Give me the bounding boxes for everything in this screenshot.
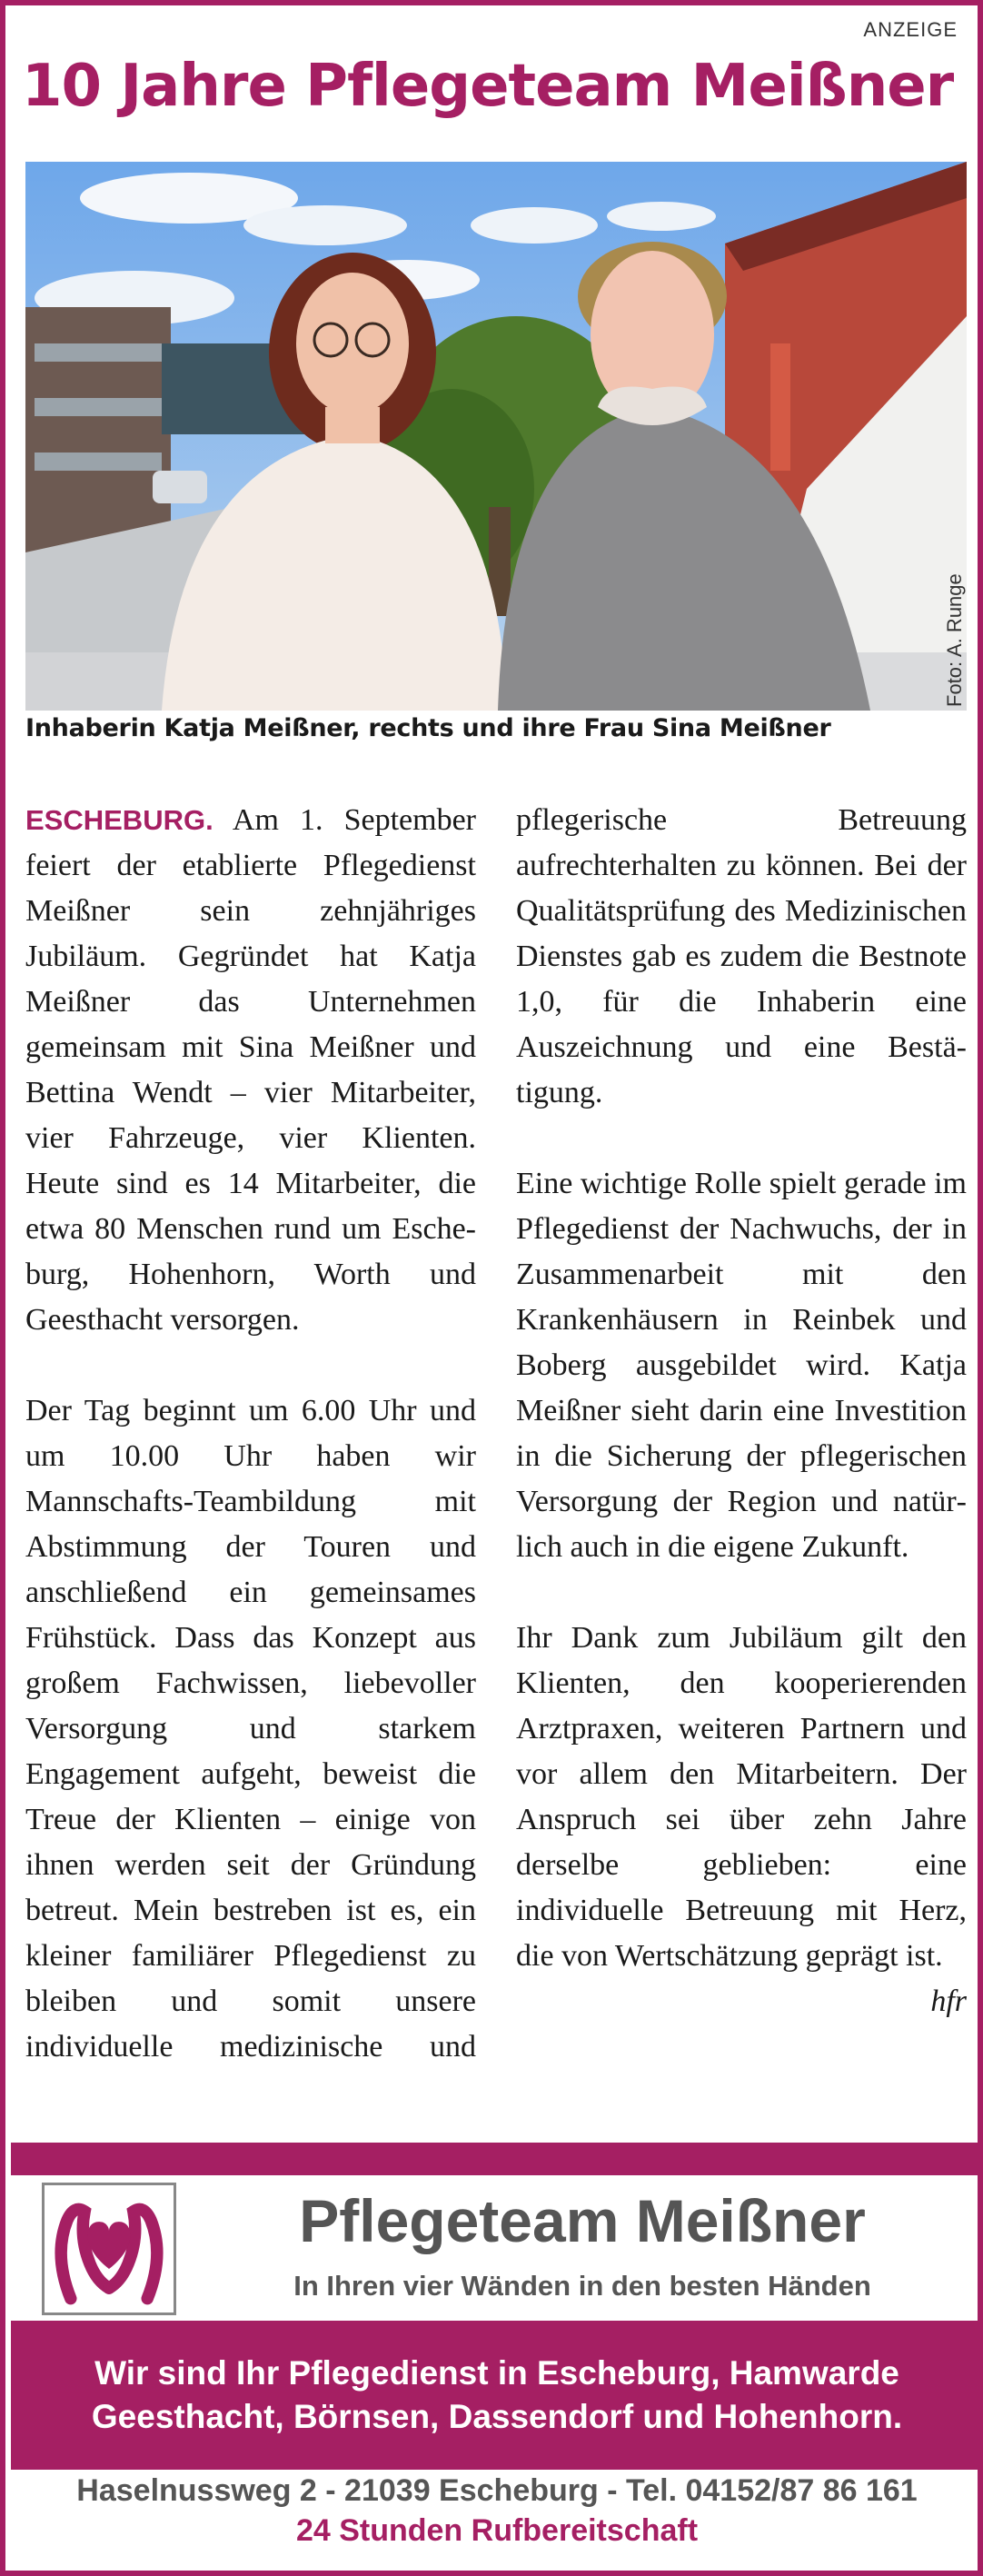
photo-credit: Foto: A. Runge	[943, 573, 966, 707]
ad-label: ANZEIGE	[863, 18, 958, 41]
article-body	[25, 798, 967, 2114]
hotline-text: 24 Stunden Rufbereitschaft	[295, 2513, 699, 2548]
brand-slogan: In Ihren vier Wänden in den besten Händen	[293, 2270, 871, 2302]
photo-two-women	[25, 162, 967, 711]
footer-divider	[11, 2143, 983, 2175]
author-signature: hfr	[930, 1984, 967, 2018]
paragraph-text: Am 1. September feiert der etablierte Pflegedienst Meißner sein zehnjähriges Jubiläum. Gegründet hat Katja Meißner das Unternehmen gemeinsam mit Sina Meißner und Bettina Wendt – vier Mitarbeiter, vier Fahrzeuge, vier Klienten. Heute sind es 14 Mitarbeiter, die etwa 80 Menschen rund um Escheburg, Hohenhorn, Worth und Geesthacht versorgen.	[25, 803, 476, 1337]
article-paragraph: Eine wichtige Rolle spielt gerade im Pflegedienst der Nachwuchs, der in Zusammenarbeit mit den Krankenhäusern in Reinbek und Boberg ausgebildet wird. Katja Meißner sieht darin eine Investition in die Sicherung der pflegerischen Versorgung der Region und natürlich auch in die eigene Zukunft.	[516, 1167, 967, 1564]
service-area-band	[11, 2321, 983, 2470]
article-paragraph: Der Tag beginnt um 6.00 Uhr und um 10.00 Uhr haben wir Mannschafts-Teambildung mit Abstimmung der Touren und anschließend ein gemeinsames Frühstück. Dass das Konzept aus großem Fachwissen, liebevoller Versorgung und starkem Engagement aufgeht, beweist die Treue der Klienten – einige von ihnen werden seit der Gründung betreut. Mein bestreben ist es, ein kleiner familiärer Pflegedienst zu bleiben und somit unsere individuelle medizinische und pflegerische Betreuung aufrechterhalten zu können. Bei der Qualitätsprüfung des Medizinischen Dienstes gab es zudem die Bestnote 1,0, für die Inhaberin eine Auszeichnung und eine Bestätigung.	[25, 803, 967, 2064]
photo-caption: Inhaberin Katja Meißner, rechts und ihre Frau Sina Meißner	[25, 714, 831, 742]
article-paragraph	[516, 1616, 967, 2018]
service-area-line: Wir sind Ihr Pflegedienst in Escheburg, Hamwarde	[94, 2354, 899, 2392]
article-paragraph	[25, 798, 476, 1343]
dateline: ESCHEBURG.	[25, 804, 213, 836]
brand-name: Pflegeteam Meißner	[299, 2187, 866, 2254]
hands-heart-icon	[42, 2183, 176, 2315]
contact-address: Haselnussweg 2 - 21039 Escheburg - Tel. 04152/87 86 161	[76, 2473, 918, 2508]
article-photo	[25, 162, 967, 711]
headline: 10 Jahre Pflegeteam Meißner	[22, 53, 954, 120]
paragraph-text: Ihr Dank zum Jubiläum gilt den Klienten, den kooperierenden Arztpraxen, weiteren Partnern und vor allem den Mitarbeitern. Der Anspruch sei über zehn Jahre derselbe geblieben: eine individuelle Betreuung mit Herz, die von Wertschätzung geprägt ist.	[516, 1621, 967, 1973]
service-area-line: Geesthacht, Börnsen, Dassendorf und Hohenhorn.	[91, 2398, 903, 2435]
